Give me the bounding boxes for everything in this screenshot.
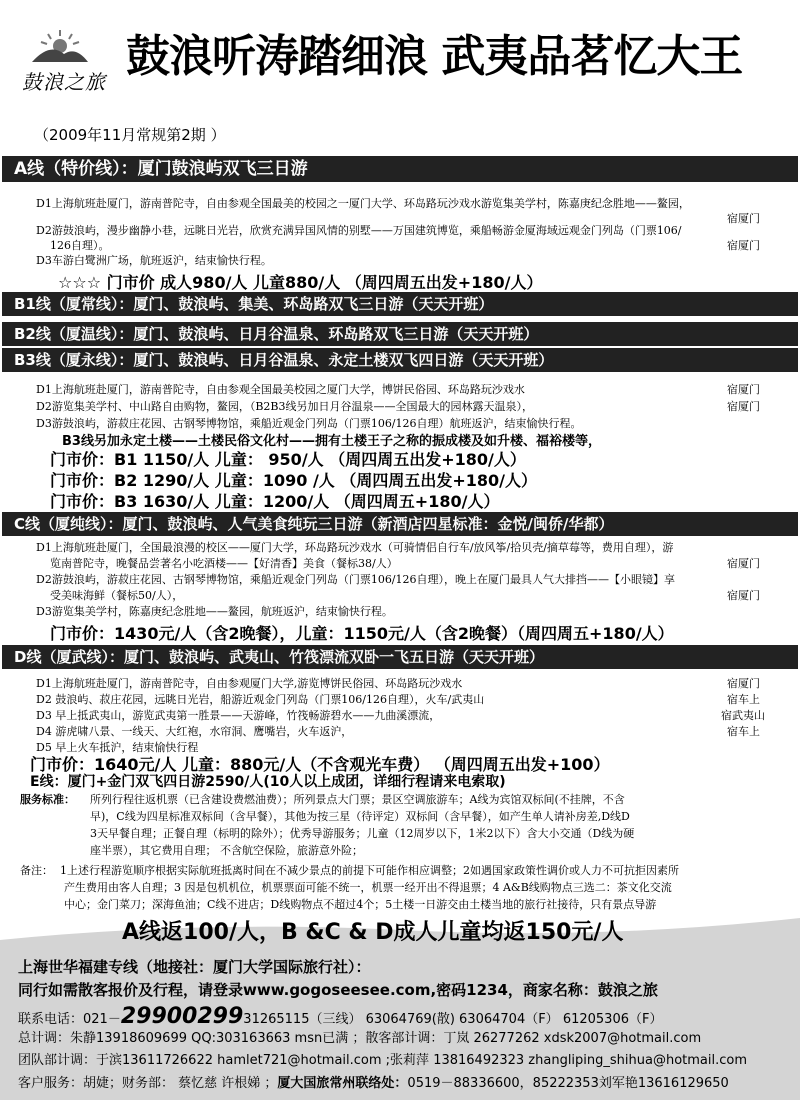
b1-line-header: B1线（厦常线）：厦门、鼓浪屿、集美、环岛路双飞三日游（天天开班） <box>2 292 798 316</box>
d-day3-stay: 宿武夷山 <box>721 709 765 722</box>
d-day5: D5 早上火车抵沪，结束愉快行程 <box>36 741 199 754</box>
c-day2-stay: 宿厦门 <box>727 589 760 602</box>
d-day1: D1上海航班赴厦门，游南普陀寺，自由参观厦门大学,游览博饼民俗园、环岛路玩沙戏水 <box>36 677 463 690</box>
sun-mountain-icon <box>30 28 90 64</box>
b3-day2-stay: 宿厦门 <box>727 400 760 413</box>
e-line: E线：厦门+金门双飞四日游2590/人(10人以上成团，详细行程请来电索取) <box>30 774 506 790</box>
rebate-banner: A线返100/人，B &C & D成人儿童均返150元/人 <box>122 920 624 945</box>
a-day1: D1上海航班赴厦门，游南普陀寺，自由参观全国最美的校园之一厦门大学、环岛路玩沙戏水游览集美学村，陈嘉庚纪念胜地——鳌园， <box>36 197 690 210</box>
a-day3: D3车游白鹭洲广场，航班返沪，结束愉快行程。 <box>36 254 272 267</box>
d-day1-stay: 宿厦门 <box>727 677 760 690</box>
footer-website: 同行如需散客报价及行程，请登录www.gogoseesee.com,密码1234，商家名称：鼓浪之旅 <box>18 981 658 999</box>
b3-day1-stay: 宿厦门 <box>727 383 760 396</box>
a-day1-stay: 宿厦门 <box>727 212 760 225</box>
footer-agency: 上海世华福建专线（地接社：厦门大学国际旅行社）： <box>18 958 371 976</box>
d-day3: D3 早上抵武夷山，游览武夷第一胜景——天游峰，竹筏畅游碧水——九曲溪漂流， <box>36 709 441 722</box>
b-price-3: 门市价：B3 1630/人 儿童：1200/人 （周四周五+180/人） <box>50 492 500 511</box>
c-day2-cont: 受美味海鲜（餐标50/人）， <box>50 589 184 602</box>
b2-line-header: B2线（厦温线）：厦门、鼓浪屿、日月谷温泉、环岛路双飞三日游（天天开班） <box>2 322 798 346</box>
header <box>0 0 800 112</box>
c-day2: D2游鼓浪屿，游菽庄花园、古钢琴博物馆，乘船近观金门列岛（门票106/126自理），晚上在厦门最具人气大排挡——【小眼镜】享 <box>36 573 676 586</box>
c-day1-stay: 宿厦门 <box>727 557 760 570</box>
notes-label: 备注： <box>20 864 53 877</box>
issue-label: （2009年11月常规第2期 ） <box>34 126 226 144</box>
c-line-header: C线（厦纯线）：厦门、鼓浪屿、人气美食纯玩三日游（新酒店四星标准：金悦/闽侨/华都） <box>2 512 798 536</box>
c-day1-cont: 览南普陀寺，晚餐品尝著名小吃酒楼——【好清香】美食（餐标38/人） <box>50 557 398 570</box>
b3-day2: D2游览集美学村、中山路自由购物，鳌园，（B2B3线另加日月谷温泉——全国最大的园林露天温泉）， <box>36 400 533 413</box>
b3-line-header: B3线（厦永线）：厦门、鼓浪屿、日月谷温泉、永定土楼双飞四日游（天天开班） <box>2 348 798 372</box>
a-day2-cont: 126自理）。 <box>50 239 110 252</box>
d-day4-stay: 宿车上 <box>727 725 760 738</box>
a-day2-stay: 宿厦门 <box>727 239 760 252</box>
d-day2-stay: 宿车上 <box>727 693 760 706</box>
page-title: 鼓浪听涛踏细浪 武夷品茗忆大王 <box>126 31 743 82</box>
d-day4: D4 游虎啸八景、一线天、大红袍，水帘洞、鹰嘴岩，火车返沪， <box>36 725 353 738</box>
a-line-header: A线（特价线）：厦门鼓浪屿双飞三日游 <box>2 156 798 182</box>
b3-day1: D1上海航班赴厦门，游南普陀寺，自由参观全国最美校园之厦门大学，博饼民俗园、环岛路玩沙戏水 <box>36 383 525 396</box>
a-price: ☆☆☆ 门市价 成人980/人 儿童880/人 （周四周五出发+180/人） <box>58 273 543 292</box>
a-day2: D2游鼓浪屿，漫步幽静小巷，远眺日光岩，欣赏充满异国风情的别墅——万国建筑博览，乘船畅游金厦海域远观金门列岛（门票106/ <box>36 224 682 237</box>
footer-team: 团队部计调：于滨13611726622 hamlet721@hotmail.com ;张莉萍 13816492323 zhangliping_shihua@hotmail.com <box>18 1053 748 1068</box>
footer-contact: 联系电话：021－2990029931265115（三线） 63064769(散) 63064704（F） 61205306（F） <box>18 1004 663 1029</box>
d-line-header: D线（厦武线）：厦门、鼓浪屿、武夷山、竹筏漂流双卧一飞五日游（天天开班） <box>2 645 798 669</box>
service-text: 所列行程往返机票（已含建设费燃油费）；所列景点大门票；景区空调旅游车；A线为宾馆双标间(不挂牌，不含 早)，C线为四星标准双标间（含早餐），其他为按三星（待评定）双标间（含早餐），如产生单人请补房差,D线D 3天早餐自理；正餐自理（标明的除外）；优秀导游服务；儿童（12周岁以下，1米2以下）含大小交通（D线为硬 座半票），其它费用自理； 不含航空保险，旅游意外险； <box>90 793 635 857</box>
footer-general-manager: 总计调：朱静13918609699 QQ:303163663 msn已满 ；散客部计调：丁岚 26277262 xdsk2007@hotmail.com <box>18 1031 702 1046</box>
service-label: 服务标准： <box>20 793 75 806</box>
d-price: 门市价：1640元/人 儿童：880元/人（不含观光车费） （周四周五出发+100） <box>30 755 610 774</box>
c-day1: D1上海航班赴厦门，全国最浪漫的校区——厦门大学，环岛路玩沙戏水（可骑情侣自行车/放风筝/拾贝壳/摘草莓等，费用自理），游 <box>36 541 674 554</box>
b-price-1: 门市价：B1 1150/人 儿童： 950/人 （周四周五出发+180/人） <box>50 450 526 469</box>
b3-day3: D3游鼓浪屿，游菽庄花园、古钢琴博物馆，乘船近观金门列岛（门票106/126自理）航班返沪，结束愉快行程。 <box>36 417 582 430</box>
b3-extra: B3线另加永定土楼——土楼民俗文化村——拥有土楼王子之称的振成楼及如升楼、福裕楼等， <box>62 434 601 449</box>
logo <box>20 28 112 96</box>
d-day2: D2 鼓浪屿、菽庄花园，远眺日光岩，船游近观金门列岛（门票106/126自理），火车/武夷山 <box>36 693 485 706</box>
footer-service: 客户服务：胡婕；财务部： 蔡忆慈 许根娣 ；厦大国旅常州联络处：0519－88336600，85222353刘军艳13616129650 <box>18 1076 729 1091</box>
b-price-2: 门市价：B2 1290/人 儿童：1090 /人 （周四周五出发+180/人） <box>50 471 538 490</box>
logo-text: 鼓浪之旅 <box>22 70 106 94</box>
c-day3: D3游览集美学村，陈嘉庚纪念胜地——鳌园，航班返沪，结束愉快行程。 <box>36 605 393 618</box>
notes-text: 1上述行程游览顺序根据实际航班抵离时间在不减少景点的前提下可能作相应调整；2如遇国家政策性调价或人力不可抗拒因素所 产生费用由客人自理；3 因是包机机位，机票票面可能不统一，机票一经开出不得退票；4 A&B线购物点三选二：茶文化交流 中心；金门菜刀；深海鱼油；C线不进店；D线购物点不超过4个；5土楼一日游交由土楼当地的旅行社接待，只有景点导游 <box>60 864 679 911</box>
c-price: 门市价：1430元/人（含2晚餐），儿童：1150元/人（含2晚餐）（周四周五+180/人） <box>50 624 674 643</box>
